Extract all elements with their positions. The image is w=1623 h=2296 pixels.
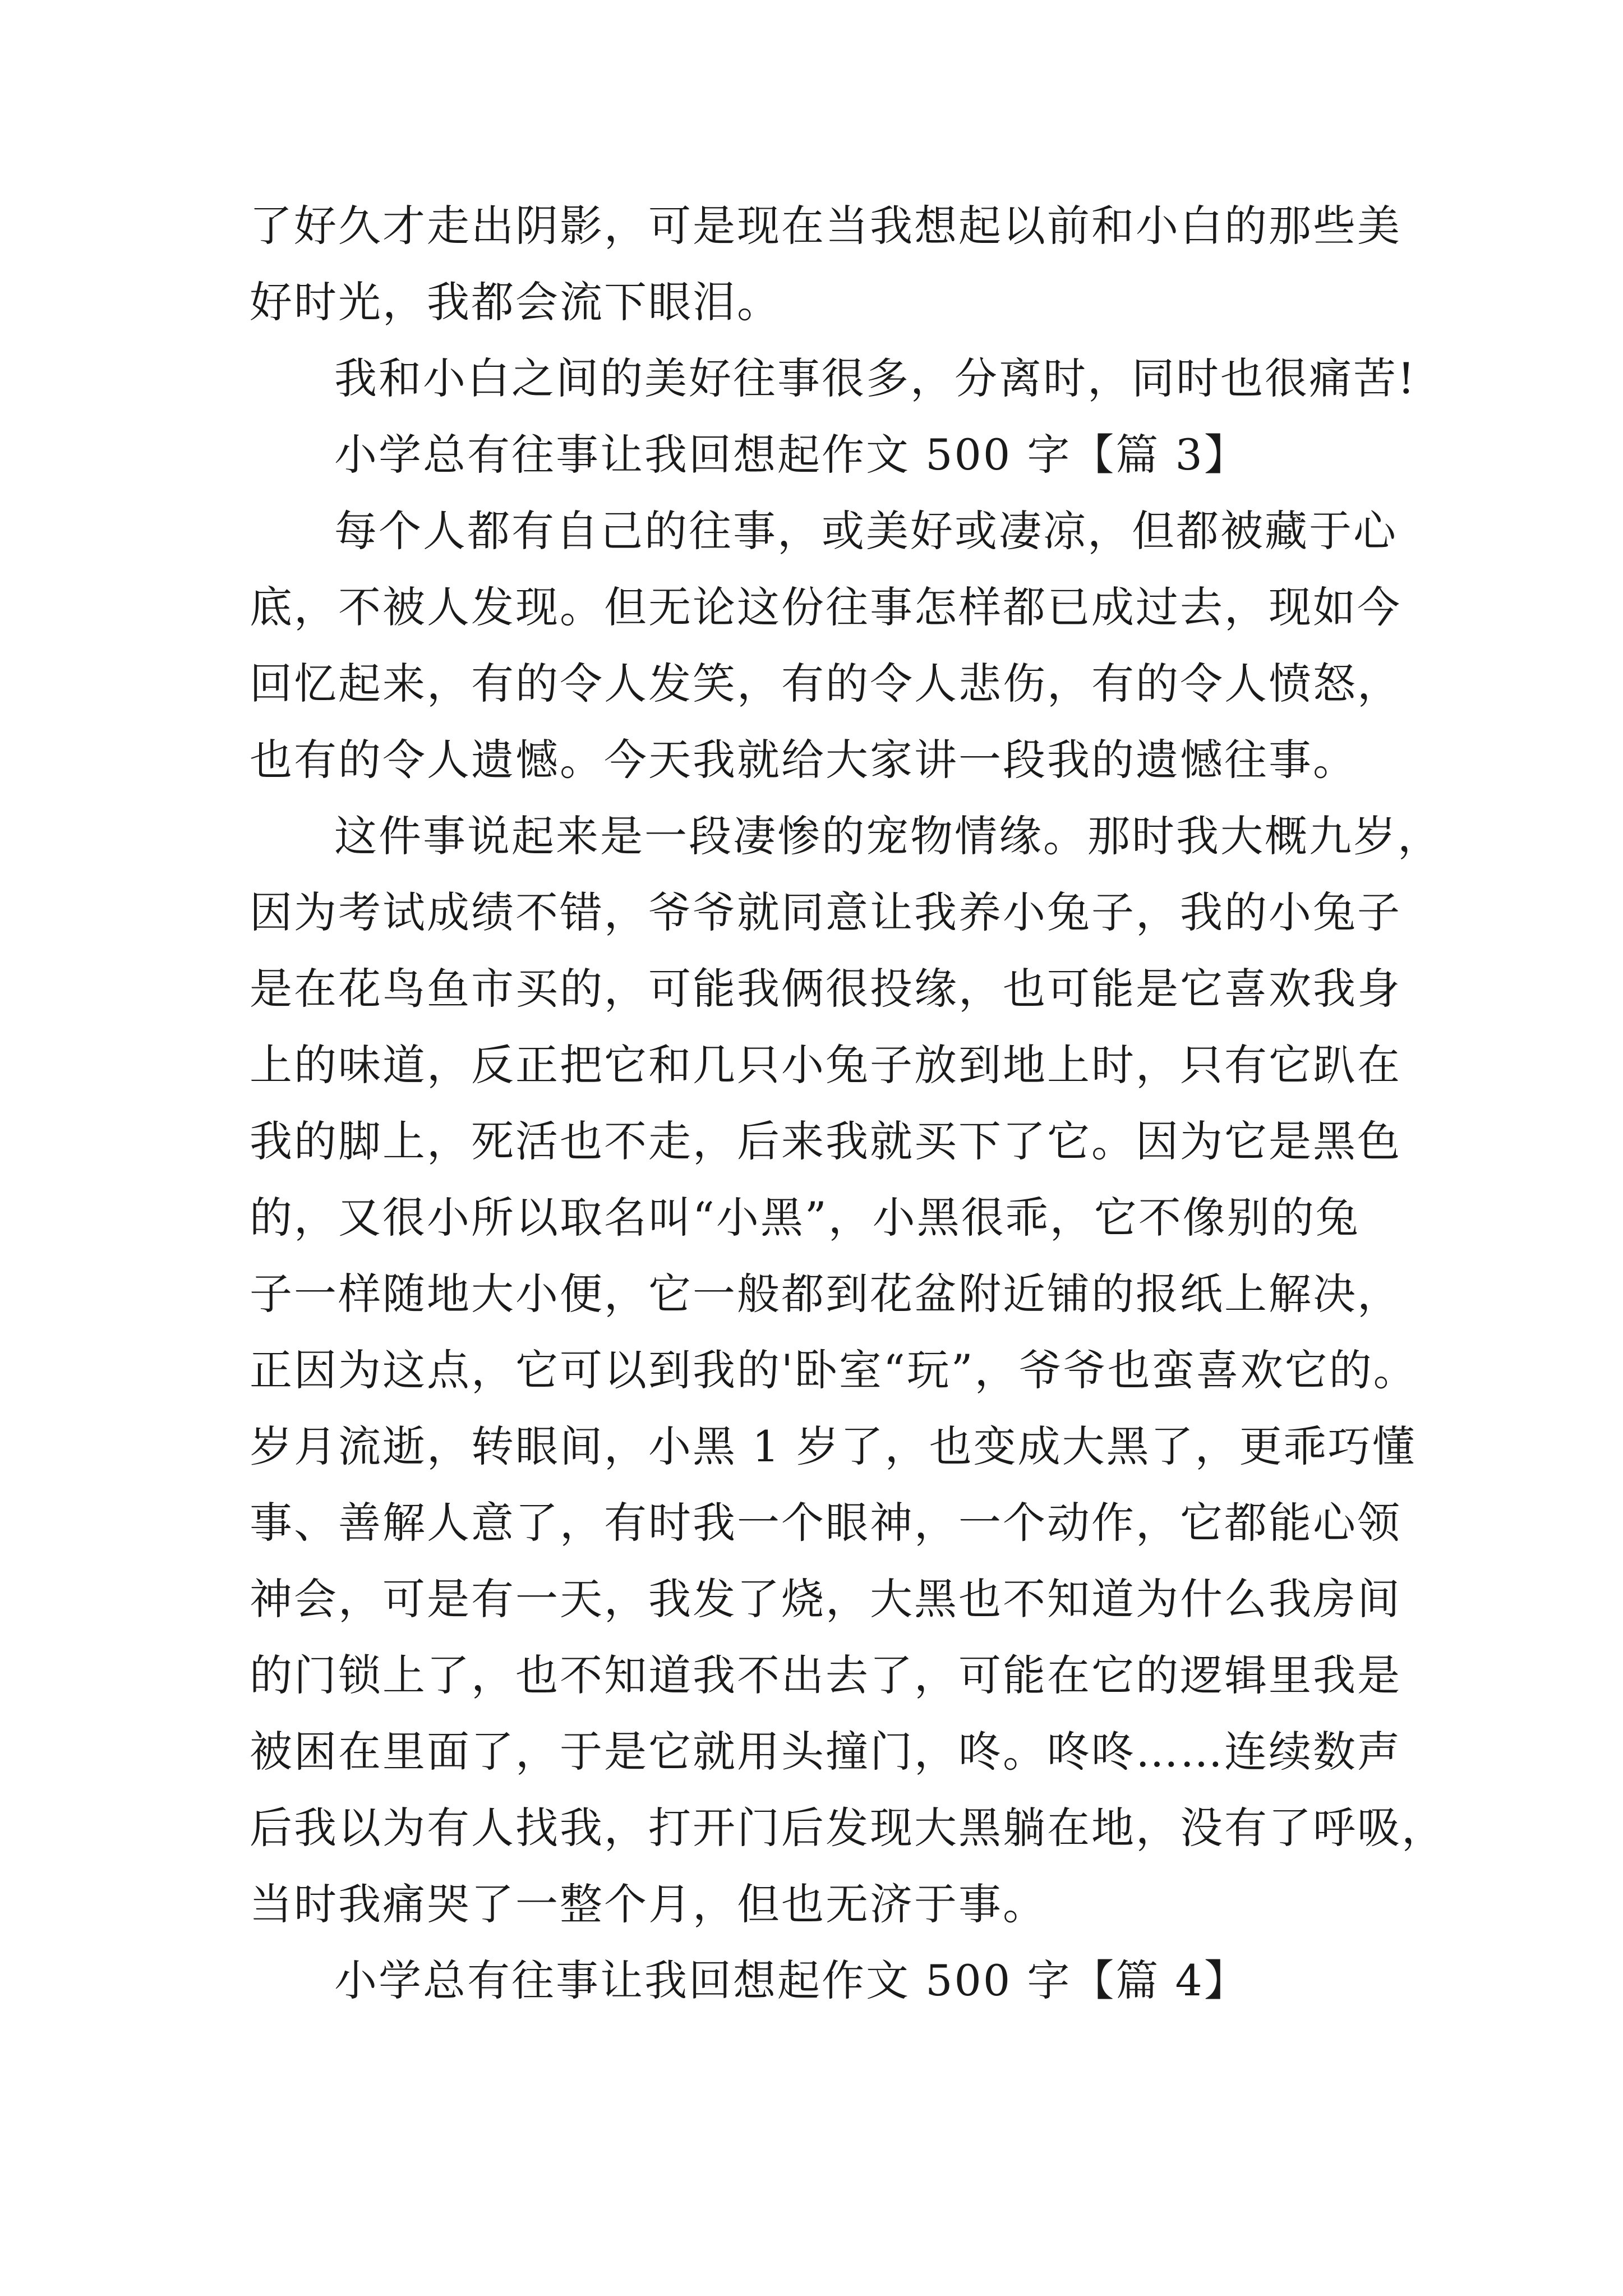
text-line-12: 上的味道，反正把它和几只小兔子放到地上时，只有它趴在	[250, 1040, 1401, 1090]
text-line-10: 因为考试成绩不错，爷爷就同意让我养小兔子，我的小兔子	[250, 887, 1401, 937]
text-line-23: 当时我痛哭了一整个月，但也无济于事。	[250, 1879, 1047, 1929]
text-line-20: 的门锁上了，也不知道我不出去了，可能在它的逻辑里我是	[250, 1650, 1401, 1700]
text-line-22: 后我以为有人找我，打开门后发现大黑躺在地，没有了呼吸，	[250, 1803, 1446, 1853]
section-heading-3: 小学总有往事让我回想起作文 500 字【篇 3】	[334, 430, 1248, 480]
text-line-18: 事、善解人意了，有时我一个眼神，一个动作，它都能心领	[250, 1498, 1401, 1548]
text-line-19: 神会，可是有一天，我发了烧，大黑也不知道为什么我房间	[250, 1574, 1401, 1624]
text-line-9: 这件事说起来是一段凄惨的宠物情缘。那时我大概九岁，	[334, 811, 1442, 861]
text-line-14: 的，又很小所以取名叫“小黑”，小黑很乖，它不像别的兔	[250, 1193, 1360, 1243]
text-line-17: 岁月流逝，转眼间，小黑 1 岁了，也变成大黑了，更乖巧懂	[250, 1421, 1417, 1471]
text-line-16: 正因为这点，它可以到我的'卧室“玩”，爷爷也蛮喜欢它的。	[250, 1345, 1418, 1395]
text-line-21: 被困在里面了，于是它就用头撞门，咚。咚咚……连续数声	[250, 1727, 1401, 1777]
text-line-13: 我的脚上，死活也不走，后来我就买下了它。因为它是黑色	[250, 1116, 1401, 1166]
text-line-7: 回忆起来，有的令人发笑，有的令人悲伤，有的令人愤怒，	[250, 659, 1401, 708]
text-line-15: 子一样随地大小便，它一般都到花盆附近铺的报纸上解决，	[250, 1269, 1401, 1319]
text-line-3: 我和小白之间的美好往事很多，分离时，同时也很痛苦!	[334, 353, 1417, 403]
text-line-2: 好时光，我都会流下眼泪。	[250, 277, 781, 327]
section-heading-4: 小学总有往事让我回想起作文 500 字【篇 4】	[334, 1955, 1248, 2005]
text-line-1: 了好久才走出阴影，可是现在当我想起以前和小白的那些美	[250, 201, 1401, 251]
text-line-8: 也有的令人遗憾。今天我就给大家讲一段我的遗憾往事。	[250, 735, 1357, 785]
text-line-11: 是在花鸟鱼市买的，可能我俩很投缘，也可能是它喜欢我身	[250, 964, 1401, 1014]
text-line-6: 底，不被人发现。但无论这份往事怎样都已成过去，现如今	[250, 582, 1401, 632]
text-line-5: 每个人都有自己的往事，或美好或凄凉，但都被藏于心	[334, 506, 1398, 556]
